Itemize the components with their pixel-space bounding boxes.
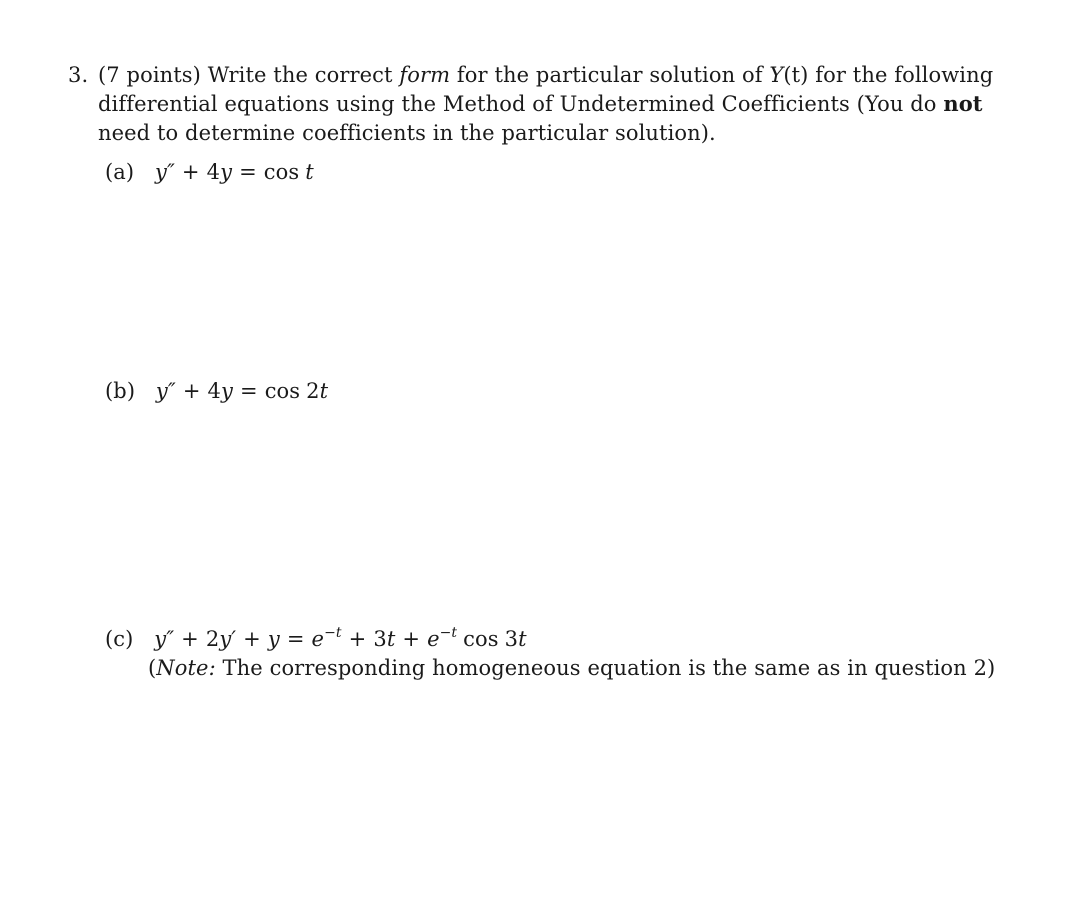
part-c-exponent-2: −t [439, 625, 458, 641]
part-c-label: (c) [105, 627, 134, 651]
part-c-e-1: e [311, 627, 325, 651]
part-c-cos: cos [463, 627, 499, 651]
note-open-paren: ( [148, 656, 157, 680]
part-b-y-double-prime: y″ [155, 379, 176, 403]
problem-statement-line-1 [98, 61, 993, 89]
part-a-plus: + [181, 160, 200, 184]
part-b-label: (b) [105, 379, 136, 403]
part-c-equals: = [286, 627, 305, 651]
part-c-e-2: e [427, 627, 440, 651]
part-a-equals: = [239, 160, 257, 184]
part-c-t-2: t [518, 627, 527, 651]
part-b-two: 2 [306, 379, 320, 403]
statement-text-2: for the particular solution of [456, 63, 763, 87]
part-b-equals: = [239, 379, 258, 403]
emphasis-not: not [943, 91, 983, 116]
part-c-two: 2 [205, 627, 220, 651]
part-a-cos: cos [263, 160, 300, 184]
part-c-plus-2: + [243, 627, 261, 651]
part-c [105, 625, 527, 656]
problem-statement-line-2 [98, 90, 983, 118]
part-c-y-prime: y′ [219, 627, 237, 651]
part-a-t: t [305, 160, 314, 184]
part-c-y-double-prime: y″ [154, 627, 175, 651]
statement-text-1: Write the correct [207, 63, 393, 87]
part-c-note [148, 654, 995, 682]
part-c-three-2: 3 [504, 627, 519, 651]
part-a [105, 158, 314, 186]
part-c-plus-4: + [402, 627, 421, 651]
part-b [105, 377, 328, 405]
part-a-y: y [220, 160, 233, 184]
function-y-symbol: Y [769, 63, 784, 87]
part-b-t: t [319, 379, 329, 403]
problem-statement-line-3: need to determine coefficients in the particular solution). [98, 121, 716, 145]
part-b-coef: 4 [207, 379, 222, 403]
emphasis-form: form [399, 63, 451, 87]
statement-text-3: for the following [815, 63, 994, 87]
part-c-plus-3: + [348, 627, 367, 651]
part-c-three: 3 [373, 627, 387, 651]
part-b-plus: + [182, 379, 201, 403]
note-label: Note: [156, 656, 216, 680]
function-argument: (t) [783, 63, 809, 87]
problem-number: 3. [68, 63, 89, 87]
part-b-y: y [221, 379, 233, 403]
part-c-y: y [267, 627, 280, 651]
part-c-exponent-1: −t [324, 625, 342, 641]
note-text: The corresponding homogeneous equation is the same as in question 2) [222, 656, 996, 680]
part-b-cos: cos [264, 379, 301, 403]
part-a-label: (a) [105, 160, 135, 184]
statement-text-4: differential equations using the Method of Undetermined Coefficients (You do [98, 92, 937, 116]
part-c-t-1: t [386, 627, 396, 651]
part-a-y-double-prime: y″ [155, 160, 175, 184]
part-c-plus-1: + [181, 627, 199, 651]
problem-points: (7 points) [98, 63, 201, 87]
part-a-coef: 4 [206, 160, 221, 184]
